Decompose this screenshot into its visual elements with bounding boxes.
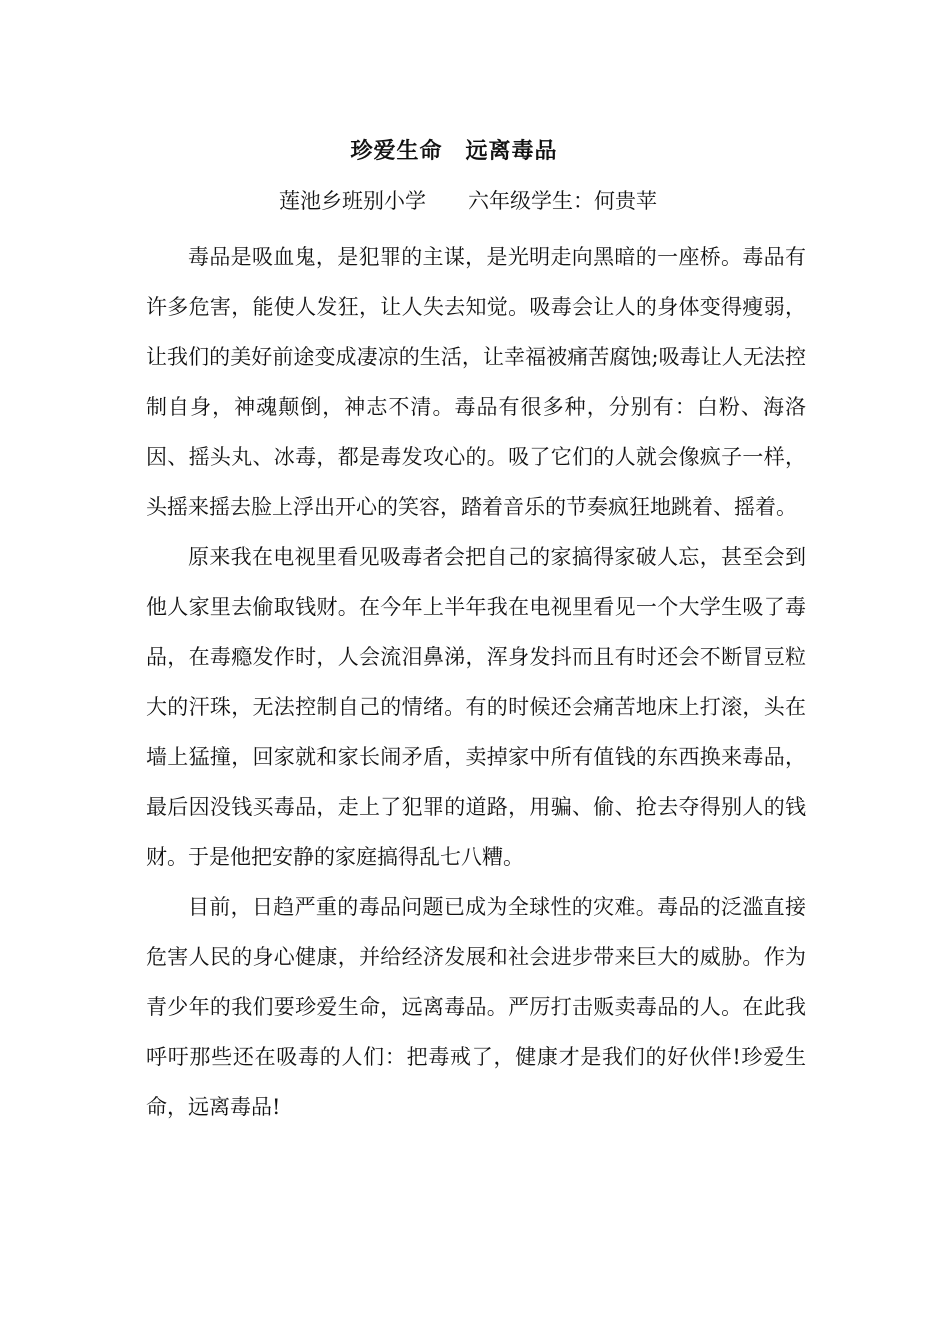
paragraph-1: 毒品是吸血鬼，是犯罪的主谋，是光明走向黑暗的一座桥。毒品有许多危害，能使人发狂，让人失去知觉。吸毒会让人的身体变得瘦弱，让我们的美好前途变成凄凉的生活，让幸福被痛苦腐蚀;吸毒让人无法控制自身，神魂颠倒，神志不清。毒品有很多种，分别有：白粉、海洛因、摇头丸、冰毒，都是毒发攻心的。吸了它们的人就会像疯子一样，头摇来摇去脸上浮出开心的笑容，踏着音乐的节奏疯狂地跳着、摇着。 [146,245,806,519]
document-title: 珍爱生命 远离毒品 [350,138,558,164]
author-byline: 莲池乡班别小学 六年级学生：何贵苹 [279,189,657,213]
paragraph-3: 目前，日趋严重的毒品问题已成为全球性的灾难。毒品的泛滥直接危害人民的身心健康，并给经济发展和社会进步带来巨大的威胁。作为青少年的我们要珍爱生命，远离毒品。严厉打击贩卖毒品的人。在此我呼吁那些还在吸毒的人们：把毒戒了，健康才是我们的好伙伴!珍爱生命，远离毒品! [146,895,806,1119]
paragraph-2: 原来我在电视里看见吸毒者会把自己的家搞得家破人忘，甚至会到他人家里去偷取钱财。在今年上半年我在电视里看见一个大学生吸了毒品，在毒瘾发作时，人会流泪鼻涕，浑身发抖而且有时还会不断冒豆粒大的汗珠，无法控制自己的情绪。有的时候还会痛苦地床上打滚，头在墙上猛撞，回家就和家长闹矛盾，卖掉家中所有值钱的东西换来毒品，最后因没钱买毒品，走上了犯罪的道路，用骗、偷、抢去夺得别人的钱财。于是他把安静的家庭搞得乱七八糟。 [146,545,806,869]
document-body [146,232,806,1132]
